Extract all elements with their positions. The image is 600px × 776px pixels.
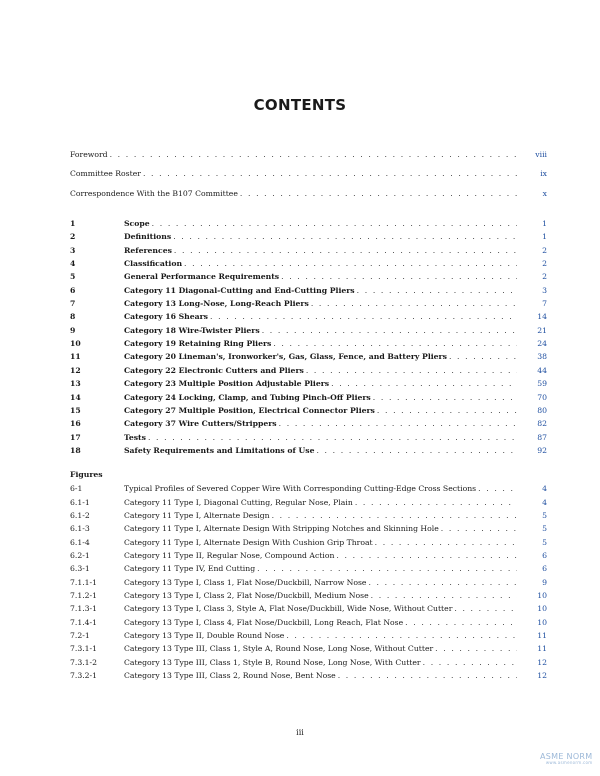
- entry-title: Category 16 Shears: [124, 312, 209, 322]
- entry-title: Category 11 Type I, Diagonal Cutting, Regular Nose, Plain: [124, 497, 353, 507]
- toc-section-entry[interactable]: [70, 297, 547, 310]
- entry-title: Category 20 Lineman's, Ironworker's, Gas, Glass, Fence, and Battery Pliers: [124, 352, 447, 362]
- entry-number: 7.3.1-2: [70, 657, 98, 667]
- toc-section-entry[interactable]: [70, 404, 547, 417]
- dot-leader: [311, 297, 517, 310]
- page-link[interactable]: 92: [537, 445, 547, 455]
- page-link[interactable]: 12: [537, 657, 547, 667]
- entry-number: 7.3.2-1: [70, 671, 98, 681]
- toc-section-entry[interactable]: [70, 364, 547, 377]
- entry-number: 7.2-1: [70, 631, 90, 640]
- page-link[interactable]: viii: [535, 150, 547, 159]
- entry-title: Typical Profiles of Severed Copper Wire With Corresponding Cutting-Edge Cross Sections: [124, 484, 477, 494]
- entry-title: Category 13 Type III, Class 1, Style A, Round Nose, Long Nose, Without Cutter: [124, 644, 434, 654]
- dot-leader: [449, 350, 517, 363]
- entry-title: Category 11 Type IV, End Cutting: [124, 564, 256, 574]
- toc-figure-entry[interactable]: [70, 616, 547, 629]
- page-link[interactable]: 6: [542, 550, 547, 560]
- entry-title: Category 23 Multiple Position Adjustable Pliers: [124, 379, 330, 389]
- page-link[interactable]: 5: [542, 524, 547, 534]
- entry-number: 18: [70, 445, 81, 455]
- entry-title: Category 19 Retaining Ring Pliers: [124, 339, 272, 349]
- dot-leader: [257, 562, 517, 575]
- dot-leader: [441, 522, 517, 535]
- toc-figure-entry[interactable]: [70, 629, 547, 642]
- watermark-subtext: www.asmenorm.com: [545, 760, 593, 765]
- toc-section-entry[interactable]: [70, 444, 547, 457]
- table-of-contents: [70, 148, 547, 682]
- toc-section-entry[interactable]: [70, 217, 547, 230]
- entry-title: Tests: [124, 432, 146, 442]
- entry-number: 12: [70, 365, 81, 375]
- entry-number: 2: [70, 232, 76, 242]
- page-link[interactable]: 4: [542, 484, 547, 494]
- dot-leader: [273, 337, 517, 350]
- dot-leader: [279, 417, 517, 430]
- dot-leader: [331, 377, 517, 390]
- toc-section-entry[interactable]: [70, 431, 547, 444]
- entry-number: 16: [70, 419, 81, 429]
- page-link[interactable]: 2: [542, 259, 547, 269]
- entry-title: Definitions: [124, 232, 172, 242]
- toc-section-entry[interactable]: [70, 244, 547, 257]
- entry-number: 6.2-1: [70, 550, 90, 560]
- dot-leader: [281, 270, 517, 283]
- entry-title: Category 13 Type I, Class 3, Style A, Flat Nose/Duckbill, Wide Nose, Without Cutter: [124, 604, 453, 614]
- toc-section-entry[interactable]: [70, 324, 547, 337]
- entry-number: 6.1-2: [70, 510, 90, 520]
- page-number: iii: [296, 728, 304, 737]
- entry-number: 6.1-1: [70, 497, 90, 507]
- page-link[interactable]: 21: [537, 325, 547, 335]
- page-link[interactable]: 11: [537, 631, 547, 640]
- front-matter-list: [70, 148, 547, 200]
- page-link[interactable]: 24: [537, 339, 547, 349]
- dot-leader: [174, 244, 517, 257]
- page-link[interactable]: 6: [542, 564, 547, 574]
- entry-number: 3: [70, 245, 76, 255]
- dot-leader: [373, 391, 517, 404]
- dot-leader: [423, 656, 517, 669]
- entry-number: 6.1-4: [70, 537, 90, 547]
- entry-title: Category 11 Diagonal-Cutting and End-Cutting Pliers: [124, 285, 355, 295]
- dot-leader: [262, 324, 517, 337]
- page-link[interactable]: 1: [542, 232, 547, 242]
- toc-section-entry[interactable]: [70, 377, 547, 390]
- toc-figure-entry[interactable]: [70, 576, 547, 589]
- toc-section-entry[interactable]: [70, 417, 547, 430]
- dot-leader: [240, 187, 517, 200]
- dot-leader: [338, 669, 517, 682]
- page-link[interactable]: 3: [542, 285, 547, 295]
- page-link[interactable]: 10: [537, 590, 547, 600]
- dot-leader: [272, 509, 517, 522]
- figures-list: [70, 482, 547, 682]
- entry-number: 8: [70, 312, 76, 322]
- entry-number: 7.1.1-1: [70, 577, 98, 587]
- page-link[interactable]: 2: [542, 245, 547, 255]
- entry-title: Category 13 Long-Nose, Long-Reach Pliers: [124, 299, 309, 309]
- dot-leader: [152, 217, 517, 230]
- toc-section-entry[interactable]: [70, 337, 547, 350]
- entry-number: 13: [70, 379, 81, 389]
- entry-number: 9: [70, 325, 76, 335]
- toc-section-entry[interactable]: [70, 257, 547, 270]
- toc-figure-entry[interactable]: [70, 549, 547, 562]
- page-link[interactable]: 44: [537, 365, 547, 375]
- entry-number: 15: [70, 405, 81, 415]
- dot-leader: [371, 589, 517, 602]
- dot-leader: [405, 616, 517, 629]
- toc-figure-entry[interactable]: [70, 589, 547, 602]
- page-link[interactable]: 10: [537, 617, 547, 627]
- dot-leader: [110, 148, 517, 161]
- sections-list: [70, 217, 547, 457]
- dot-leader: [286, 629, 517, 642]
- dot-leader: [306, 364, 517, 377]
- entry-number: 11: [70, 352, 81, 362]
- entry-title: Category 18 Wire-Twister Pliers: [124, 325, 260, 335]
- entry-number: 7.3.1-1: [70, 644, 98, 654]
- page-link[interactable]: 1: [542, 219, 547, 229]
- dot-leader: [478, 482, 517, 495]
- toc-section-entry[interactable]: [70, 230, 547, 243]
- toc-section-entry[interactable]: [70, 270, 547, 283]
- page-link[interactable]: 11: [537, 644, 547, 654]
- entry-title: Category 13 Type II, Double Round Nose: [124, 631, 285, 640]
- entry-number: 7.1.4-1: [70, 617, 98, 627]
- toc-figure-entry[interactable]: [70, 642, 547, 655]
- entry-number: 6.1-3: [70, 524, 90, 534]
- entry-title: Committee Roster: [70, 169, 141, 179]
- watermark-logo: [540, 752, 593, 765]
- entry-title: Category 11 Type I, Alternate Design With Cushion Grip Throat: [124, 537, 373, 547]
- page-link[interactable]: 38: [537, 352, 547, 362]
- entry-title: Category 13 Type III, Class 1, Style B, Round Nose, Long Nose, With Cutter: [124, 657, 421, 667]
- dot-leader: [454, 602, 517, 615]
- entry-number: 7.1.2-1: [70, 590, 98, 600]
- dot-leader: [355, 496, 517, 509]
- page-link[interactable]: ix: [540, 169, 547, 179]
- toc-section-entry[interactable]: [70, 310, 547, 323]
- entry-number: 10: [70, 339, 81, 349]
- entry-number: 17: [70, 432, 81, 442]
- dot-leader: [210, 310, 517, 323]
- toc-figure-entry[interactable]: [70, 482, 547, 495]
- toc-section-entry[interactable]: [70, 284, 547, 297]
- entry-title: Category 37 Wire Cutters/Strippers: [124, 419, 277, 429]
- page-title: CONTENTS: [253, 96, 347, 114]
- entry-title: Correspondence With the B107 Committee: [70, 188, 238, 198]
- toc-figure-entry[interactable]: [70, 496, 547, 509]
- toc-entry[interactable]: [70, 187, 547, 200]
- dot-leader: [316, 444, 517, 457]
- entry-title: General Performance Requirements: [124, 272, 280, 282]
- entry-title: Scope: [124, 219, 150, 229]
- entry-title: Foreword: [70, 150, 108, 159]
- page-link[interactable]: 5: [542, 537, 547, 547]
- entry-title: Safety Requirements and Limitations of Use: [124, 445, 315, 455]
- dot-leader: [184, 257, 517, 270]
- page-link[interactable]: 12: [537, 671, 547, 681]
- toc-figure-entry[interactable]: [70, 602, 547, 615]
- dot-leader: [435, 642, 517, 655]
- dot-leader: [173, 230, 517, 243]
- watermark-text: ASME NORM: [540, 752, 593, 761]
- toc-section-entry[interactable]: [70, 350, 547, 363]
- toc-entry[interactable]: [70, 167, 547, 180]
- toc-entry[interactable]: [70, 148, 547, 161]
- page-link[interactable]: 9: [542, 577, 547, 587]
- entry-number: 7.1.3-1: [70, 604, 98, 614]
- entry-number: 6-1: [70, 484, 83, 494]
- toc-figure-entry[interactable]: [70, 669, 547, 682]
- dot-leader: [336, 549, 517, 562]
- page-link[interactable]: 59: [537, 379, 547, 389]
- page-link[interactable]: 82: [537, 419, 547, 429]
- entry-title: Category 11 Type I, Alternate Design With Stripping Notches and Skinning Hole: [124, 524, 439, 534]
- entry-title: Classification: [124, 259, 183, 269]
- entry-number: 7: [70, 299, 76, 309]
- toc-figure-entry[interactable]: [70, 656, 547, 669]
- page-link[interactable]: 80: [537, 405, 547, 415]
- toc-section-entry[interactable]: [70, 391, 547, 404]
- entry-number: 4: [70, 259, 76, 269]
- dot-leader: [148, 431, 517, 444]
- entry-title: Category 11 Type II, Regular Nose, Compound Action: [124, 550, 335, 560]
- entry-title: Category 13 Type I, Class 4, Flat Nose/Duckbill, Long Reach, Flat Nose: [124, 617, 404, 627]
- toc-figure-entry[interactable]: [70, 562, 547, 575]
- entry-title: Category 13 Type I, Class 1, Flat Nose/Duckbill, Narrow Nose: [124, 577, 367, 587]
- page-link[interactable]: 70: [537, 392, 547, 402]
- page-link[interactable]: 87: [537, 432, 547, 442]
- page-link[interactable]: 10: [537, 604, 547, 614]
- dot-leader: [375, 536, 517, 549]
- entry-title: Category 13 Type III, Class 2, Round Nose, Bent Nose: [124, 671, 336, 681]
- entry-title: Category 13 Type I, Class 2, Flat Nose/Duckbill, Medium Nose: [124, 590, 369, 600]
- entry-title: Category 27 Multiple Position, Electrical Connector Pliers: [124, 405, 375, 415]
- entry-number: 6.3-1: [70, 564, 90, 574]
- entry-number: 1: [70, 219, 76, 229]
- entry-title: Category 24 Locking, Clamp, and Tubing Pinch-Off Pliers: [124, 392, 371, 402]
- dot-leader: [368, 576, 517, 589]
- toc-figure-entry[interactable]: [70, 536, 547, 549]
- entry-number: 6: [70, 285, 76, 295]
- page-link[interactable]: 14: [537, 312, 547, 322]
- dot-leader: [377, 404, 517, 417]
- entry-number: 14: [70, 392, 81, 402]
- toc-figure-entry[interactable]: [70, 522, 547, 535]
- page-link[interactable]: 7: [542, 299, 547, 309]
- figures-heading: Figures: [70, 470, 103, 480]
- page-link[interactable]: 4: [542, 497, 547, 507]
- page-link[interactable]: 5: [542, 510, 547, 520]
- dot-leader: [143, 167, 517, 180]
- entry-title: References: [124, 245, 172, 255]
- page-link[interactable]: x: [542, 188, 547, 198]
- dot-leader: [357, 284, 517, 297]
- entry-title: Category 22 Electronic Cutters and Pliers: [124, 365, 304, 375]
- entry-title: Category 11 Type I, Alternate Design: [124, 510, 270, 520]
- toc-figure-entry[interactable]: [70, 509, 547, 522]
- entry-number: 5: [70, 272, 76, 282]
- page-link[interactable]: 2: [542, 272, 547, 282]
